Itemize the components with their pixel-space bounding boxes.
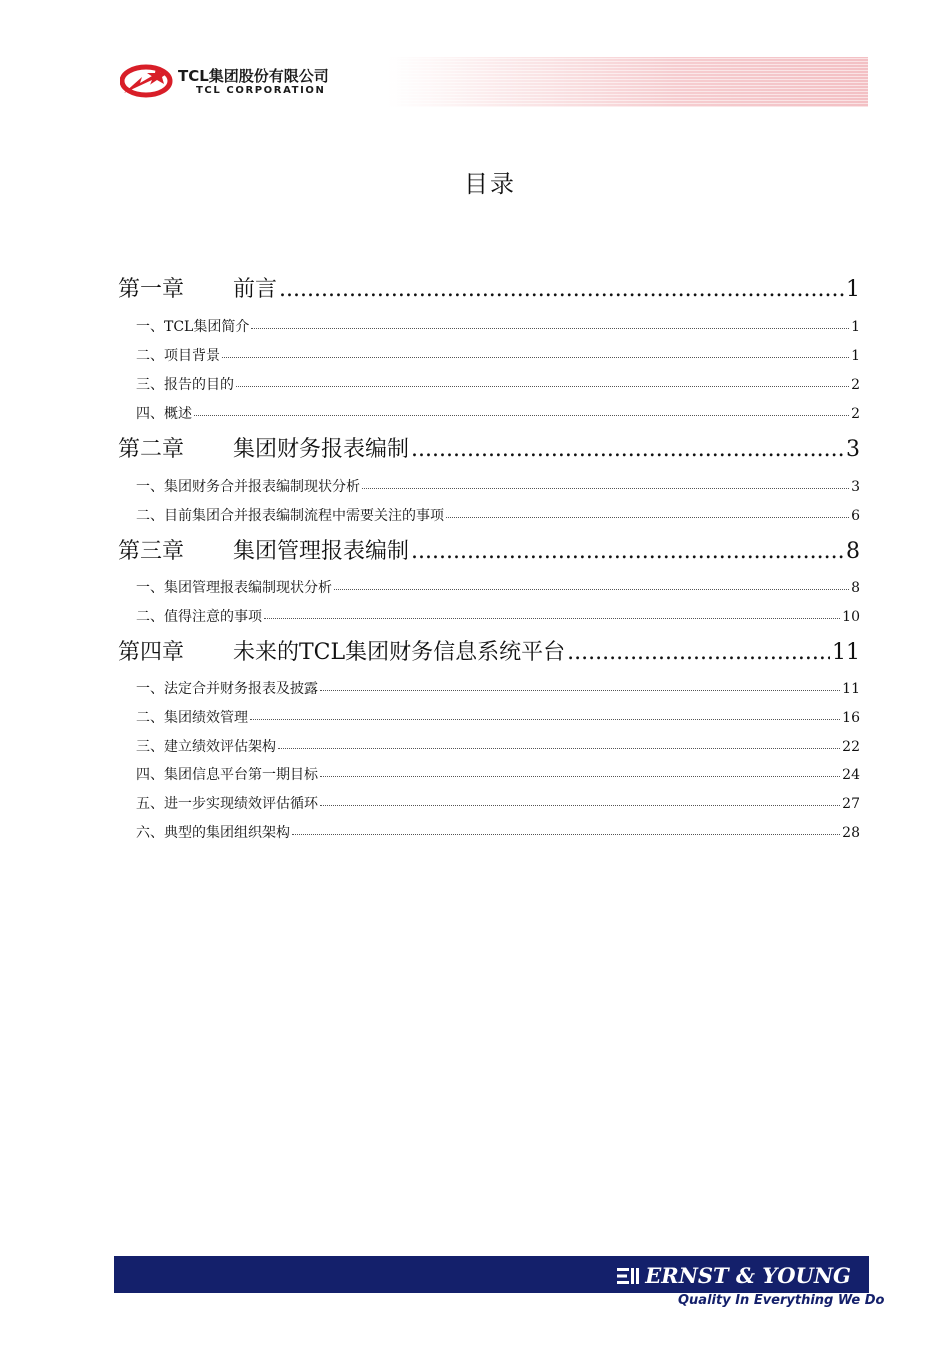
section-label: 二、目前集团合并报表编制流程中需要关注的事项 [136,508,444,524]
leader-dots [334,588,849,590]
leader-dots [251,327,849,329]
section-label: 四、集团信息平台第一期目标 [136,767,318,783]
section-label: 一、TCL集团简介 [136,319,250,335]
leader-dots [236,385,849,387]
leader-dots [320,804,840,806]
toc-section[interactable] [118,707,860,727]
toc-section[interactable] [118,403,860,423]
firm-name: ERNST & YOUNG [645,1263,851,1288]
toc-section[interactable] [118,577,860,597]
page-number: 3 [851,479,860,495]
toc-section[interactable] [118,476,860,496]
page-number: 16 [842,710,860,726]
section-label: 一、法定合并财务报表及披露 [136,681,318,697]
toc-section[interactable] [118,345,860,365]
section-label: 三、报告的目的 [136,377,234,393]
leader-dots [279,277,844,302]
leader-dots [194,414,849,416]
leader-dots [222,356,849,358]
ey-mark-icon [617,1266,639,1286]
tcl-logo-icon [120,63,174,99]
page-number: 2 [851,406,860,422]
leader-dots [250,718,840,720]
toc-chapter-3[interactable] [118,534,860,565]
toc-chapter-1[interactable] [118,272,860,303]
page-title: 目录 [464,170,516,198]
page-number: 6 [851,508,860,524]
leader-dots [446,516,849,518]
toc-section[interactable] [118,822,860,842]
leader-dots [264,617,840,619]
toc-section[interactable] [118,764,860,784]
toc-section[interactable] [118,736,860,756]
section-label: 一、集团管理报表编制现状分析 [136,580,332,596]
toc-chapter-2[interactable] [118,432,860,463]
section-label: 二、项目背景 [136,348,220,364]
page-number: 1 [846,277,860,302]
page-number: 8 [851,580,860,596]
section-label: 二、值得注意的事项 [136,609,262,625]
leader-dots [320,775,840,777]
page-number: 27 [842,796,860,812]
leader-dots [292,833,840,835]
footer-tagline: Quality In Everything We Do [678,1293,885,1308]
ernst-young-logo [617,1263,851,1288]
leader-dots [278,747,840,749]
toc-section[interactable] [118,793,860,813]
page-number: 11 [832,640,860,665]
section-label: 三、建立绩效评估架构 [136,739,276,755]
page-number: 2 [851,377,860,393]
page-number: 10 [842,609,860,625]
section-label: 五、进一步实现绩效评估循环 [136,796,318,812]
toc-section[interactable] [118,374,860,394]
leader-dots [411,539,844,564]
leader-dots [411,437,844,462]
toc-section[interactable] [118,505,860,525]
page-number: 22 [842,739,860,755]
page-number: 28 [842,825,860,841]
section-label: 一、集团财务合并报表编制现状分析 [136,479,360,495]
page-number: 3 [846,437,860,462]
company-name-cn: TCL集团股份有限公司 [178,67,329,85]
page-number: 24 [842,767,860,783]
company-name-en: TCL CORPORATION [196,85,326,96]
section-label: 四、概述 [136,406,192,422]
page-number: 1 [851,319,860,335]
toc-chapter-4[interactable] [118,635,860,666]
header-decorative-band [388,57,868,107]
leader-dots [567,640,830,665]
chapter-label: 第三章 集团管理报表编制 [118,539,410,564]
leader-dots [362,487,849,489]
toc-section[interactable] [118,606,860,626]
page-header [120,55,870,110]
section-label: 二、集团绩效管理 [136,710,248,726]
footer-band [114,1256,869,1293]
page-number: 11 [842,681,860,697]
page-number: 1 [851,348,860,364]
section-label: 六、典型的集团组织架构 [136,825,290,841]
toc-section[interactable] [118,678,860,698]
leader-dots [320,689,840,691]
toc-section[interactable] [118,316,860,336]
page-number: 8 [846,539,860,564]
chapter-label: 第一章 前言 [118,277,278,302]
chapter-label: 第二章 集团财务报表编制 [118,437,410,462]
chapter-label: 第四章 未来的TCL集团财务信息系统平台 [118,640,566,665]
